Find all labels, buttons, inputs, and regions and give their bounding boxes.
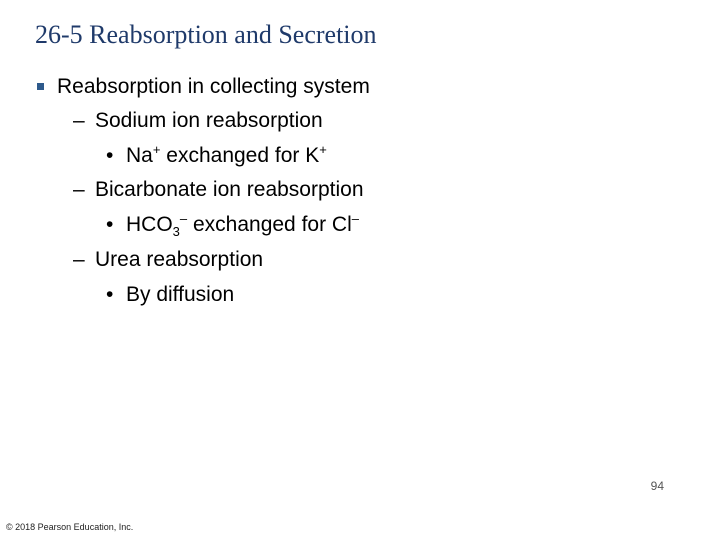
bullet-text: By diffusion <box>126 283 235 306</box>
bullet-level3-diffusion <box>106 282 234 308</box>
exchange-text: exchanged for Cl <box>187 213 352 236</box>
dot-marker: • <box>106 213 114 236</box>
bullet-level1-reabsorption <box>37 74 370 100</box>
bullet-level3-sodium-exchange <box>106 143 327 169</box>
ion-hco: HCO <box>126 213 173 236</box>
dash-marker: – <box>73 109 85 132</box>
bullet-level2-urea <box>73 247 263 273</box>
bullet-level3-bicarbonate-exchange <box>106 212 359 238</box>
page-number: 94 <box>650 479 664 493</box>
bullet-level2-bicarbonate <box>73 177 364 203</box>
exchange-text: exchanged for K <box>160 144 320 167</box>
dash-marker: – <box>73 178 85 201</box>
square-bullet-icon <box>37 83 44 90</box>
bullet-text: Bicarbonate ion reabsorption <box>95 178 364 201</box>
ion-na: Na <box>126 144 153 167</box>
dot-marker: • <box>106 283 114 306</box>
bullet-text: Reabsorption in collecting system <box>57 75 370 98</box>
superscript-minus: – <box>179 211 188 226</box>
superscript-minus: – <box>351 211 359 226</box>
superscript-plus: + <box>319 142 327 157</box>
bullet-text: Sodium ion reabsorption <box>95 109 323 132</box>
superscript-plus: + <box>152 142 161 157</box>
dash-marker: – <box>73 248 85 271</box>
subscript-three: 3 <box>172 224 180 240</box>
dot-marker: • <box>106 144 114 167</box>
slide-title: 26-5 Reabsorption and Secretion <box>35 20 377 49</box>
footer-copyright: © 2018 Pearson Education, Inc. <box>6 522 134 532</box>
bullet-level2-sodium <box>73 108 323 134</box>
bullet-text: Urea reabsorption <box>95 248 264 271</box>
